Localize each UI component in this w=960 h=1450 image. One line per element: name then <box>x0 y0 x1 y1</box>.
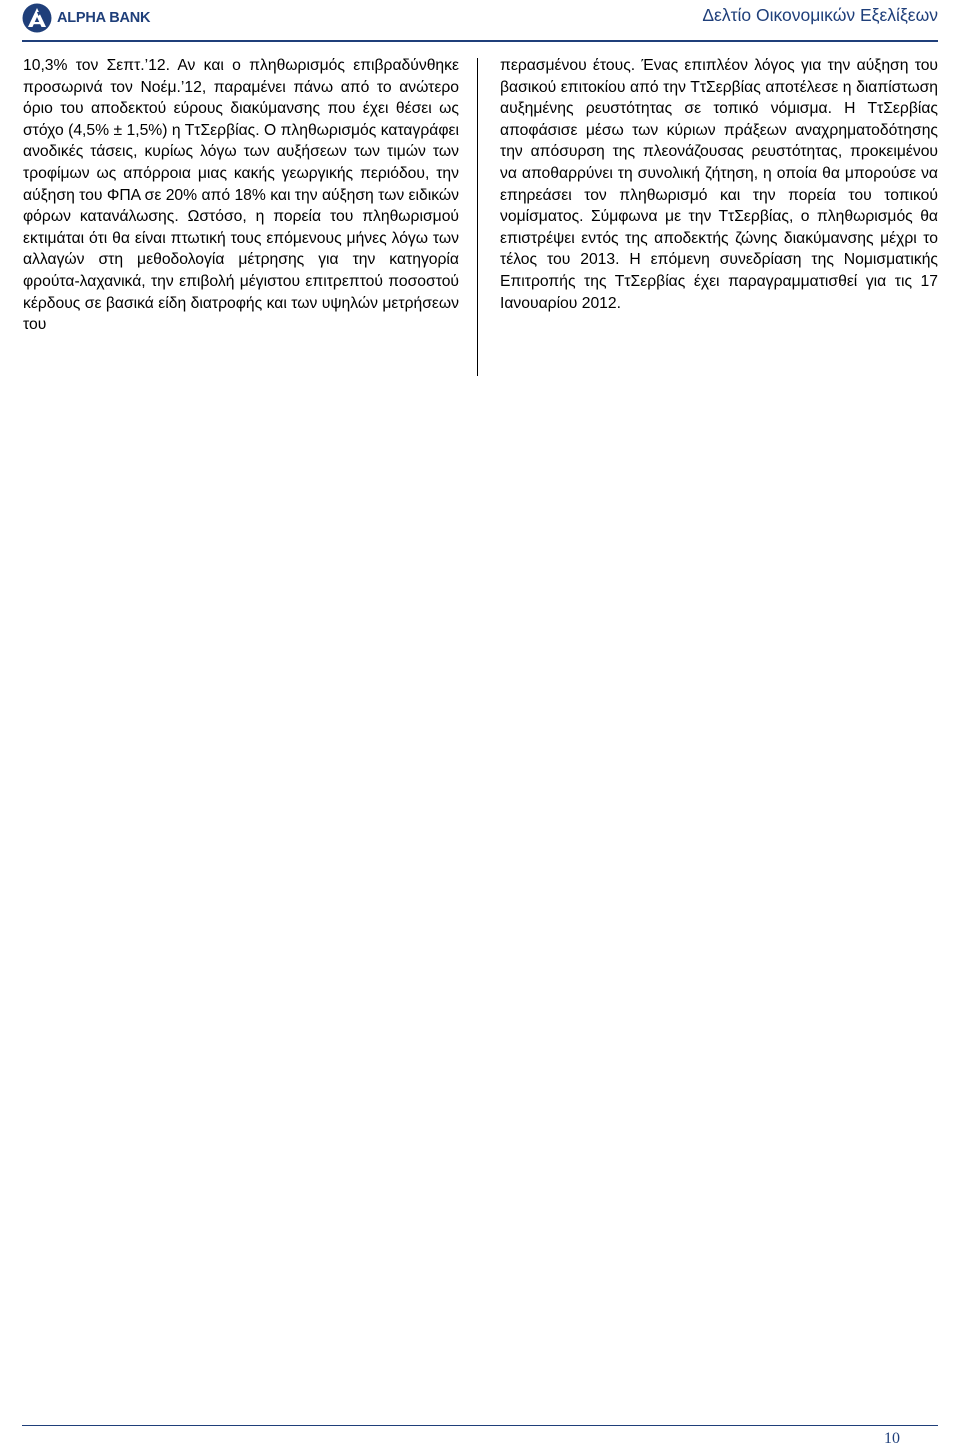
page-number: 10 <box>884 1430 900 1447</box>
document-title: Δελτίο Οικονομικών Εξελίξεων <box>702 5 938 25</box>
left-column-text: 10,3% τον Σεπτ.’12. Αν και ο πληθωρισμός επιβραδύνθηκε προσωρινά τον Νοέμ.’12, παραμένει πάνω από το ανώτερο όριο του αποδεκτού εύρους διακύμανσης που έχει θέσει ως στόχο (4,5% ± 1,5%) η ΤτΣερβίας. Ο πληθωρισμός καταγράφει ανοδικές τάσεις, κυρίως λόγω των αυξήσεων των τιμών των τροφίμων ως απόρροια μιας κακής γεωργικής περιόδου, την αύξηση του ΦΠΑ σε 20% από 18% και την αύξηση των ειδικών φόρων κατανάλωσης. Ωστόσο, η πορεία του πληθωρισμού εκτιμάται ότι θα είναι πτωτική τους επόμενους μήνες λόγω των αλλαγών στη μεθοδολογία μέτρησης για την κατηγορία φρούτα-λαχανικά, την επιβολή μέγιστου επιτρεπτού ποσοστού κέρδους σε βασικά είδη διατροφής και των υψηλών μετρήσεων του <box>23 57 459 334</box>
alpha-bank-logo-icon <box>22 3 52 33</box>
right-column-text: περασμένου έτους. Ένας επιπλέον λόγος για την αύξηση του βασικού επιτοκίου από την ΤτΣερβίας αποτέλεσε η διαπίστωση αυξημένης ρευστότητας σε τοπικό νόμισμα. Η ΤτΣερβίας αποφάσισε μέσω των κύριων πράξεων αναχρηματοδότησης την απόσυρση της πλεονάζουσας ρευστότητας, προκειμένου να αποθαρρύνει τη συνολική ζήτηση, η οποία θα μπορούσε να επηρεάσει τον πληθωρισμό και την πορεία του τοπικού νομίσματος. Σύμφωνα με την ΤτΣερβίας, ο πληθωρισμός θα επιστρέψει εντός της αποδεκτής ζώνης διακύμανσης μέχρι το τέλος του 2013. Η επόμενη συνεδρίαση της Νομισματικής Επιτροπής της ΤτΣερβίας έχει παραγραμματισθεί για τις 17 Ιανουαρίου 2012. <box>500 57 938 312</box>
alpha-bank-logo <box>22 3 150 33</box>
footer-divider <box>22 1425 938 1426</box>
column-divider <box>477 58 478 376</box>
header-divider <box>22 40 938 42</box>
logo-text: ALPHA BANK <box>57 10 151 26</box>
page-header <box>0 0 960 40</box>
